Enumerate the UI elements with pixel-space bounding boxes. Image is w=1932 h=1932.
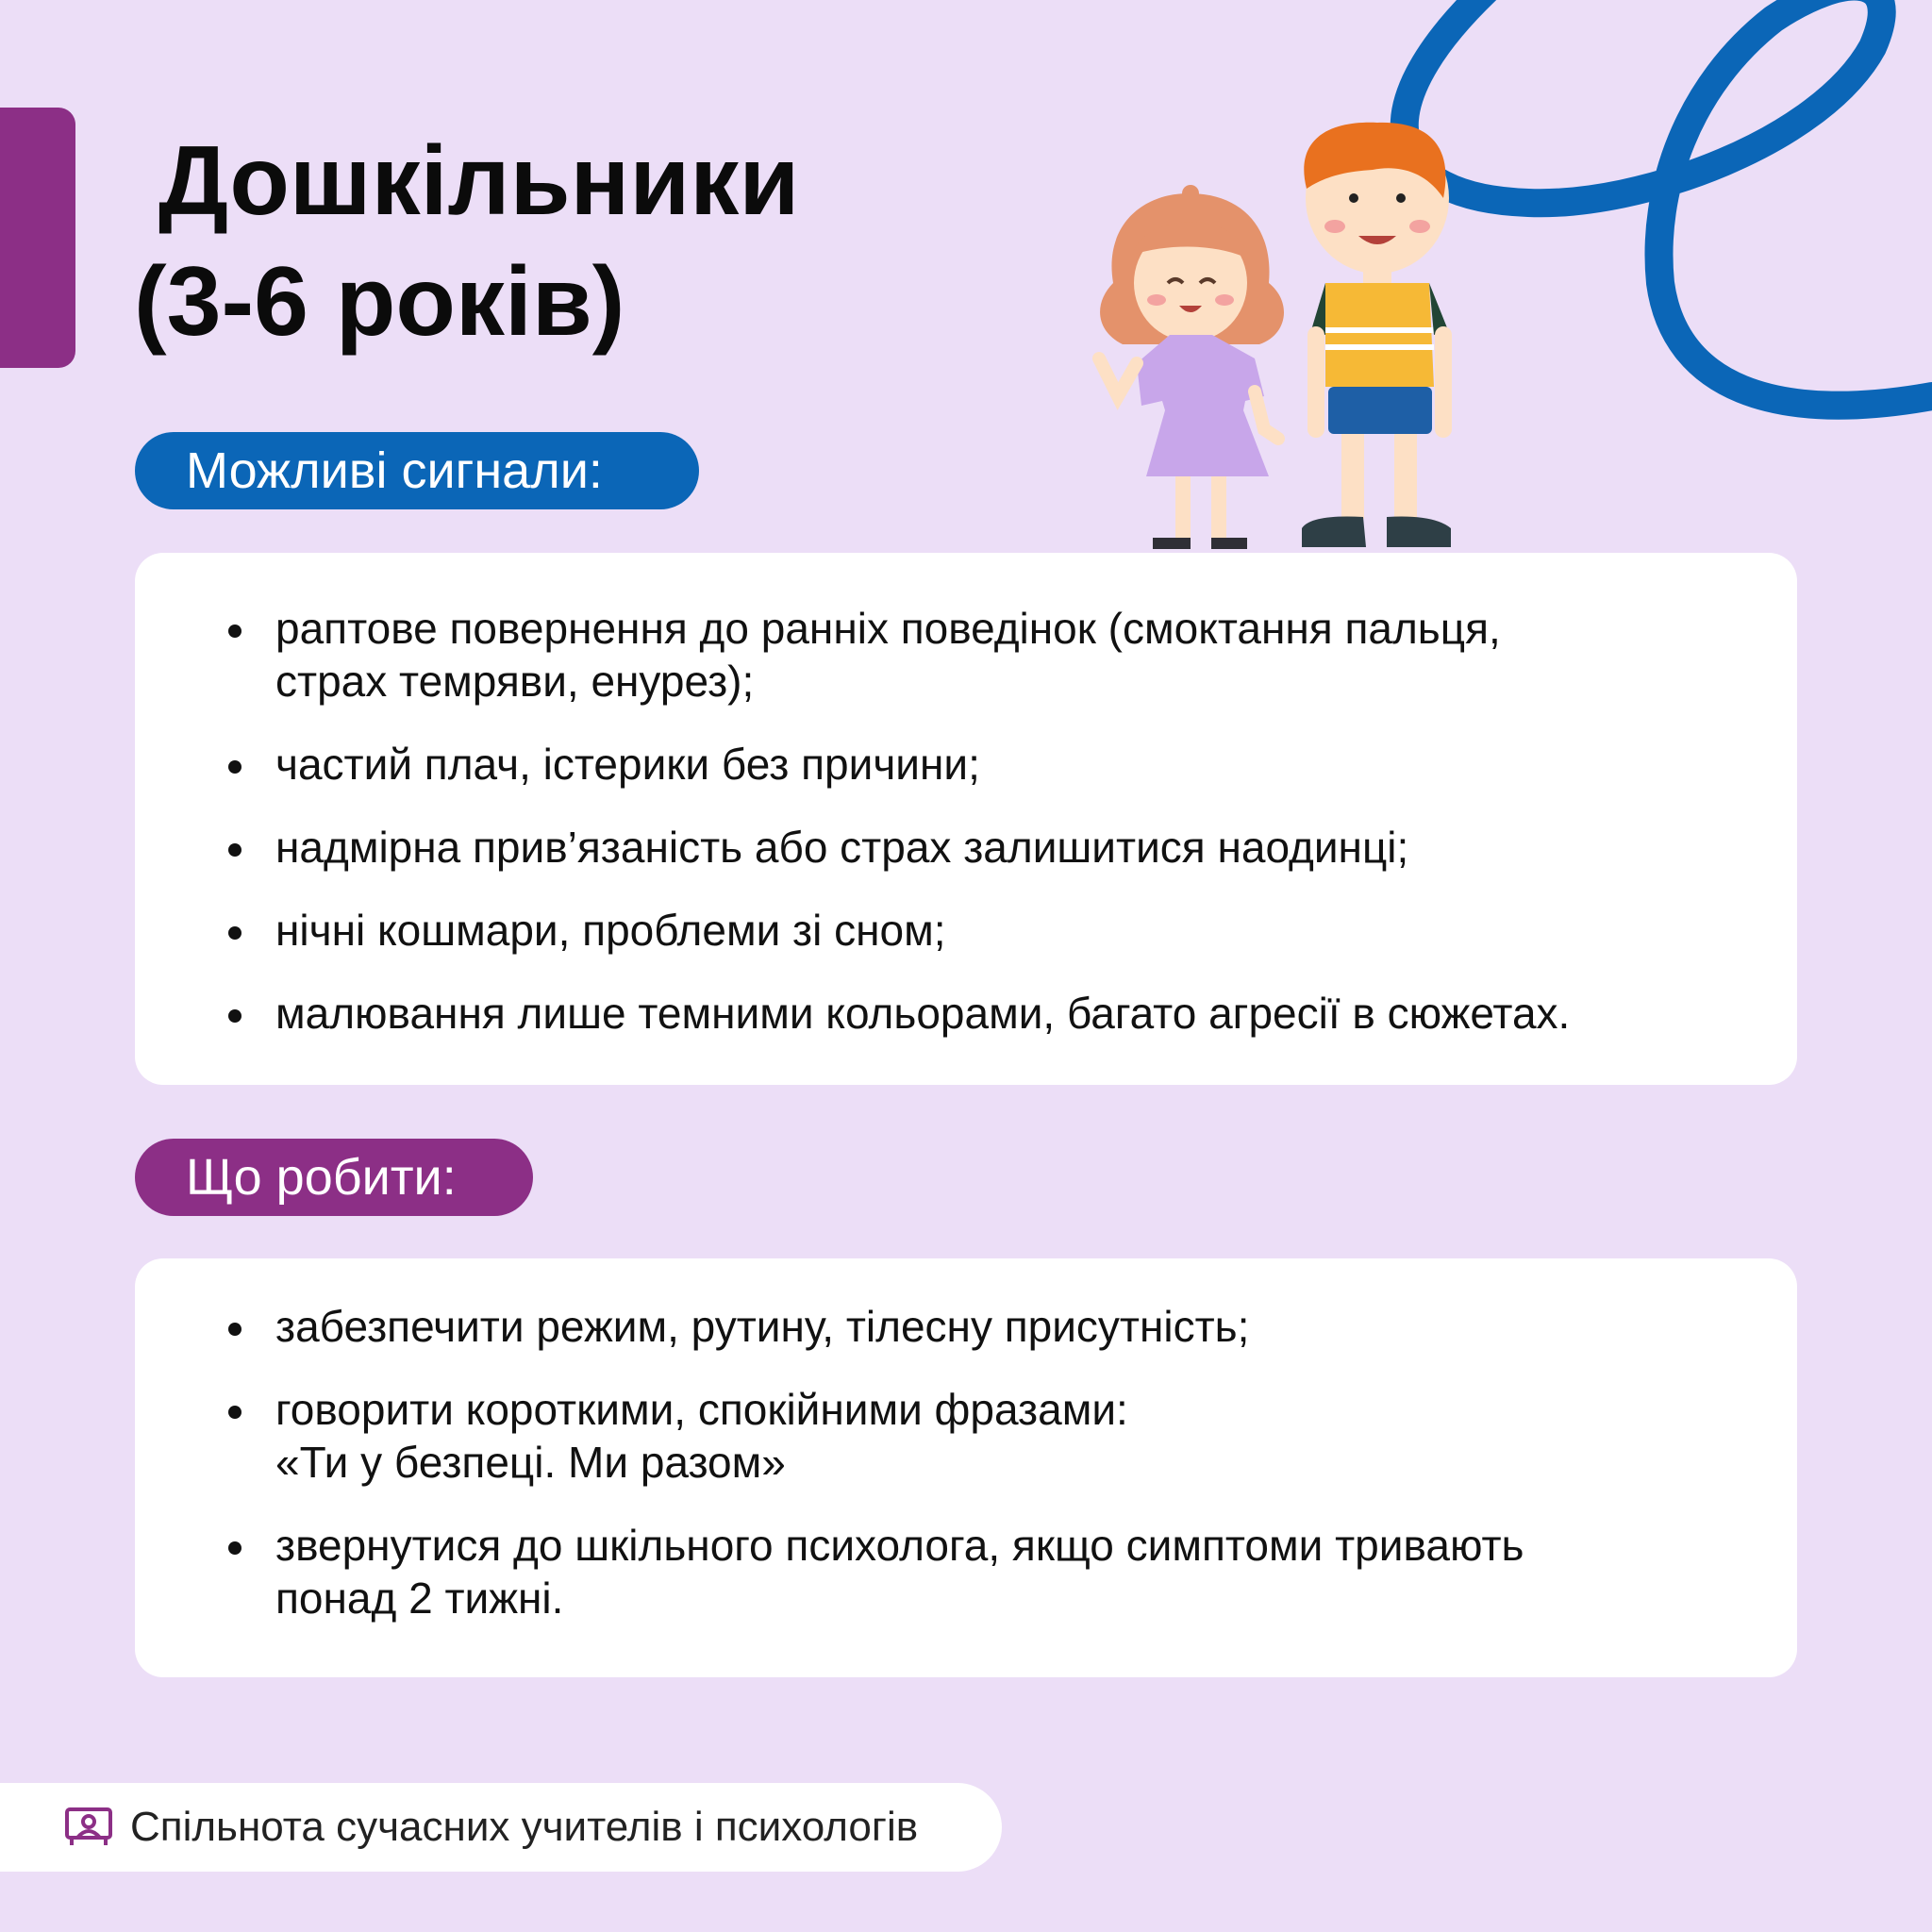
list-item: раптове повернення до ранніх поведінок (смоктання пальця, страх темряви, енурез); [135,602,1740,708]
title-line-2: (3-6 років) [134,247,625,357]
community-logo-icon [64,1807,113,1848]
signals-list [135,602,1740,1040]
footer-badge [0,1783,1002,1872]
list-item: малювання лише темними кольорами, багато агресії в сюжетах. [135,987,1740,1040]
list-item: надмірна прив’язаність або страх залишитися наодинці; [135,821,1740,874]
title-line-1: Дошкільники [158,126,800,236]
actions-list [135,1300,1740,1624]
list-item: говорити короткими, спокійними фразами: «Ти у безпеці. Ми разом» [135,1383,1740,1489]
list-item: звернутися до шкільного психолога, якщо симптоми тривають понад 2 тижні. [135,1519,1740,1624]
girl-figure [1099,185,1284,549]
actions-label: Що робити: [135,1139,533,1216]
list-item: нічні кошмари, проблеми зі сном; [135,904,1740,957]
page-title [134,121,799,362]
list-item: частий плач, істерики без причини; [135,738,1740,791]
footer-text: Спільнота сучасних учителів і психологів [130,1804,919,1850]
actions-card [135,1258,1797,1677]
list-item: забезпечити режим, рутину, тілесну присутність; [135,1300,1740,1353]
boy-figure [1302,123,1451,547]
signals-card [135,553,1797,1085]
signals-label: Можливі сигнали: [135,432,699,509]
